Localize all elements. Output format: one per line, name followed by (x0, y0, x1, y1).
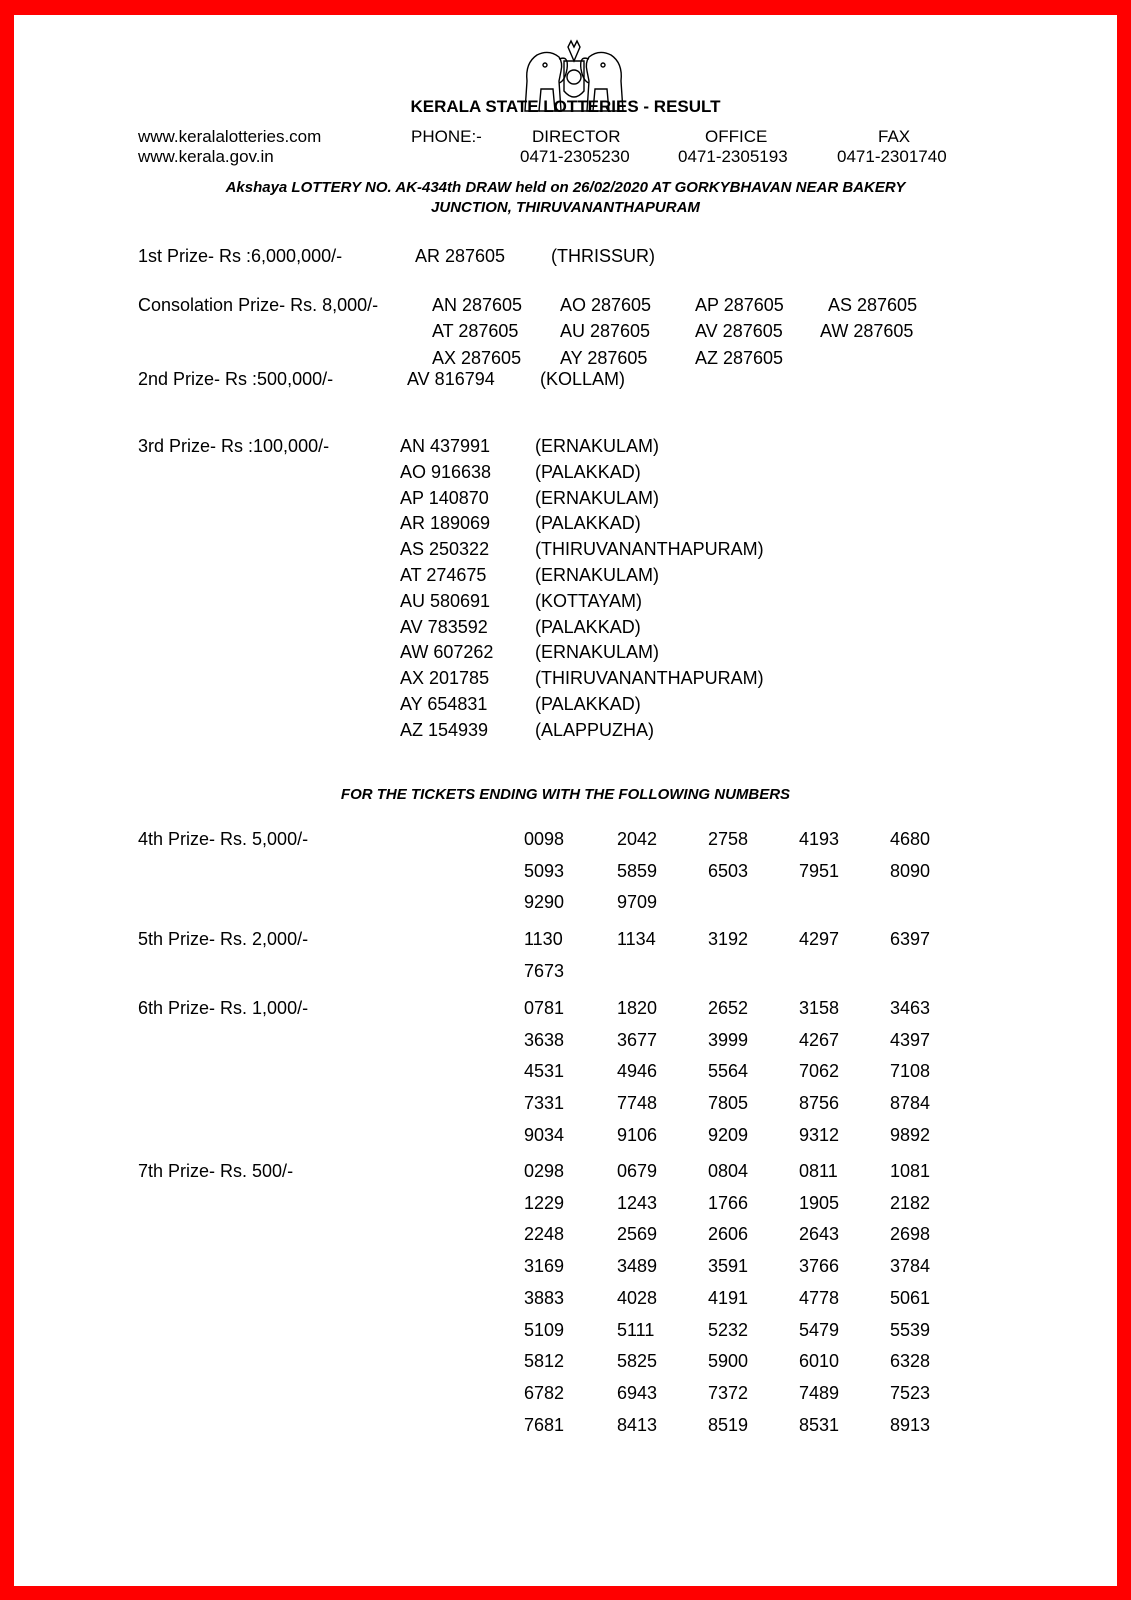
ending-prize-label: 6th Prize- Rs. 1,000/- (138, 998, 309, 1018)
winning-number: 3158 (799, 998, 840, 1018)
draw-info-line-1: Akshaya LOTTERY NO. AK-434th DRAW held on 26/02/2020 AT GORKYBHAVAN NEAR BAKERY (225, 179, 906, 196)
third-prize-place: (PALAKKAD) (535, 617, 641, 637)
winning-number: 5812 (524, 1351, 565, 1371)
winning-number: 3169 (524, 1256, 565, 1276)
winning-number: 3999 (708, 1030, 749, 1050)
page-title: KERALA STATE LOTTERIES - RESULT (410, 97, 721, 116)
winning-number: 8531 (799, 1415, 840, 1435)
winning-number: 3192 (708, 929, 749, 949)
winning-number: 3766 (799, 1256, 840, 1276)
winning-number: 4028 (617, 1288, 658, 1308)
first-prize-label: 1st Prize- Rs :6,000,000/- (138, 246, 343, 266)
winning-number: 2042 (617, 829, 658, 849)
third-prize-place: (ERNAKULAM) (535, 565, 660, 585)
winning-number: 8756 (799, 1093, 840, 1113)
winning-number: 8784 (890, 1093, 931, 1113)
ending-prize-label: 7th Prize- Rs. 500/- (138, 1161, 294, 1181)
winning-number: 7681 (524, 1415, 565, 1435)
winning-number: 7489 (799, 1383, 840, 1403)
winning-number: 8519 (708, 1415, 749, 1435)
winning-number: 7108 (890, 1061, 931, 1081)
second-prize-ticket: AV 816794 (407, 369, 495, 389)
third-prize-ticket: AY 654831 (400, 694, 488, 714)
winning-number: 4267 (799, 1030, 840, 1050)
winning-number: 9106 (617, 1125, 658, 1145)
winning-number: 3784 (890, 1256, 931, 1276)
third-prize-ticket: AR 189069 (400, 513, 491, 533)
consolation-ticket: AY 287605 (560, 348, 648, 368)
third-prize-ticket: AZ 154939 (400, 720, 489, 740)
winning-number: 0781 (524, 998, 565, 1018)
winning-number: 6782 (524, 1383, 565, 1403)
third-prize-ticket: AW 607262 (400, 642, 494, 662)
winning-number: 7331 (524, 1093, 565, 1113)
third-prize-ticket: AX 201785 (400, 668, 490, 688)
winning-number: 2643 (799, 1224, 840, 1244)
director-phone: 0471-2305230 (520, 147, 630, 166)
consolation-ticket: AS 287605 (828, 295, 918, 315)
winning-number: 6010 (799, 1351, 840, 1371)
third-prize-place: (PALAKKAD) (535, 513, 641, 533)
winning-number: 4297 (799, 929, 840, 949)
winning-number: 9892 (890, 1125, 931, 1145)
winning-number: 9034 (524, 1125, 565, 1145)
fax-phone: 0471-2301740 (837, 147, 947, 166)
winning-number: 0811 (799, 1161, 838, 1181)
winning-number: 3489 (617, 1256, 658, 1276)
office-label: OFFICE (705, 127, 768, 146)
winning-number: 3883 (524, 1288, 565, 1308)
third-prize-ticket: AN 437991 (400, 436, 491, 456)
winning-number: 5232 (708, 1320, 749, 1340)
consolation-prize-label: Consolation Prize- Rs. 8,000/- (138, 295, 379, 315)
winning-number: 5111 (617, 1320, 655, 1340)
winning-number: 9312 (799, 1125, 840, 1145)
winning-number: 5479 (799, 1320, 840, 1340)
winning-number: 6328 (890, 1351, 931, 1371)
winning-number: 7062 (799, 1061, 840, 1081)
winning-number: 1081 (890, 1161, 931, 1181)
winning-number: 2652 (708, 998, 749, 1018)
winning-number: 1229 (524, 1193, 565, 1213)
winning-number: 2248 (524, 1224, 565, 1244)
winning-number: 2606 (708, 1224, 749, 1244)
winning-number: 2758 (708, 829, 749, 849)
third-prize-place: (THIRUVANANTHAPURAM) (535, 668, 764, 688)
winning-number: 4946 (617, 1061, 658, 1081)
winning-number: 5093 (524, 861, 565, 881)
winning-number: 6397 (890, 929, 931, 949)
winning-number: 5539 (890, 1320, 931, 1340)
winning-number: 9290 (524, 892, 565, 912)
director-label: DIRECTOR (532, 127, 621, 146)
winning-number: 0679 (617, 1161, 658, 1181)
second-prize-label: 2nd Prize- Rs :500,000/- (138, 369, 334, 389)
third-prize-place: (PALAKKAD) (535, 462, 641, 482)
consolation-ticket: AX 287605 (432, 348, 522, 368)
winning-number: 8413 (617, 1415, 658, 1435)
consolation-ticket: AW 287605 (820, 321, 914, 341)
winning-number: 7372 (708, 1383, 749, 1403)
draw-info-line-2: JUNCTION, THIRUVANANTHAPURAM (431, 199, 700, 216)
winning-number: 5109 (524, 1320, 565, 1340)
winning-number: 4531 (524, 1061, 565, 1081)
third-prize-place: (ERNAKULAM) (535, 642, 660, 662)
winning-number: 8913 (890, 1415, 931, 1435)
winning-number: 3677 (617, 1030, 658, 1050)
winning-number: 3463 (890, 998, 931, 1018)
winning-number: 0098 (524, 829, 565, 849)
winning-number: 7748 (617, 1093, 658, 1113)
winning-number: 0804 (708, 1161, 749, 1181)
winning-number: 1766 (708, 1193, 749, 1213)
third-prize-ticket: AU 580691 (400, 591, 491, 611)
winning-number: 7673 (524, 961, 565, 981)
ending-prize-label: 4th Prize- Rs. 5,000/- (138, 829, 309, 849)
winning-number: 2698 (890, 1224, 931, 1244)
ending-prize-label: 5th Prize- Rs. 2,000/- (138, 929, 309, 949)
winning-number: 5900 (708, 1351, 749, 1371)
consolation-ticket: AZ 287605 (695, 348, 784, 368)
consolation-ticket: AN 287605 (432, 295, 523, 315)
consolation-ticket: AO 287605 (560, 295, 652, 315)
third-prize-place: (KOTTAYAM) (535, 591, 642, 611)
winning-number: 5825 (617, 1351, 658, 1371)
winning-number: 1243 (617, 1193, 658, 1213)
winning-number: 2182 (890, 1193, 931, 1213)
consolation-ticket: AT 287605 (432, 321, 519, 341)
first-prize-ticket: AR 287605 (415, 246, 506, 266)
third-prize-ticket: AT 274675 (400, 565, 487, 585)
third-prize-ticket: AS 250322 (400, 539, 490, 559)
winning-number: 4397 (890, 1030, 931, 1050)
winning-number: 1134 (617, 929, 656, 949)
winning-number: 8090 (890, 861, 931, 881)
consolation-ticket: AV 287605 (695, 321, 783, 341)
website-link-2[interactable]: www.kerala.gov.in (138, 147, 274, 166)
third-prize-ticket: AP 140870 (400, 488, 489, 508)
winning-number: 9209 (708, 1125, 749, 1145)
winning-number: 4193 (799, 829, 840, 849)
winning-number: 1130 (524, 929, 563, 949)
third-prize-ticket: AO 916638 (400, 462, 492, 482)
winning-number: 6503 (708, 861, 749, 881)
website-link-1[interactable]: www.keralalotteries.com (138, 127, 322, 146)
first-prize-place: (THRISSUR) (551, 246, 655, 266)
third-prize-place: (ALAPPUZHA) (535, 720, 655, 740)
third-prize-place: (ERNAKULAM) (535, 488, 660, 508)
third-prize-place: (ERNAKULAM) (535, 436, 660, 456)
third-prize-ticket: AV 783592 (400, 617, 488, 637)
winning-number: 5564 (708, 1061, 749, 1081)
winning-number: 9709 (617, 892, 658, 912)
winning-number: 4191 (708, 1288, 749, 1308)
winning-number: 6943 (617, 1383, 658, 1403)
winning-number: 7805 (708, 1093, 749, 1113)
winning-number: 1820 (617, 998, 658, 1018)
winning-number: 7523 (890, 1383, 931, 1403)
third-prize-label: 3rd Prize- Rs :100,000/- (138, 436, 330, 456)
second-prize-place: (KOLLAM) (540, 369, 626, 389)
fax-label: FAX (878, 127, 911, 146)
winning-number: 7951 (799, 861, 840, 881)
third-prize-place: (PALAKKAD) (535, 694, 641, 714)
winning-number: 4778 (799, 1288, 840, 1308)
consolation-ticket: AU 287605 (560, 321, 651, 341)
office-phone: 0471-2305193 (678, 147, 788, 166)
winning-number: 0298 (524, 1161, 565, 1181)
winning-number: 5859 (617, 861, 658, 881)
winning-number: 2569 (617, 1224, 658, 1244)
winning-number: 3591 (708, 1256, 749, 1276)
winning-number: 4680 (890, 829, 931, 849)
consolation-ticket: AP 287605 (695, 295, 784, 315)
winning-number: 1905 (799, 1193, 840, 1213)
third-prize-place: (THIRUVANANTHAPURAM) (535, 539, 764, 559)
winning-number: 5061 (890, 1288, 931, 1308)
winning-number: 3638 (524, 1030, 565, 1050)
ending-numbers-heading: FOR THE TICKETS ENDING WITH THE FOLLOWING NUMBERS (340, 786, 791, 803)
phone-label: PHONE:- (411, 127, 482, 146)
